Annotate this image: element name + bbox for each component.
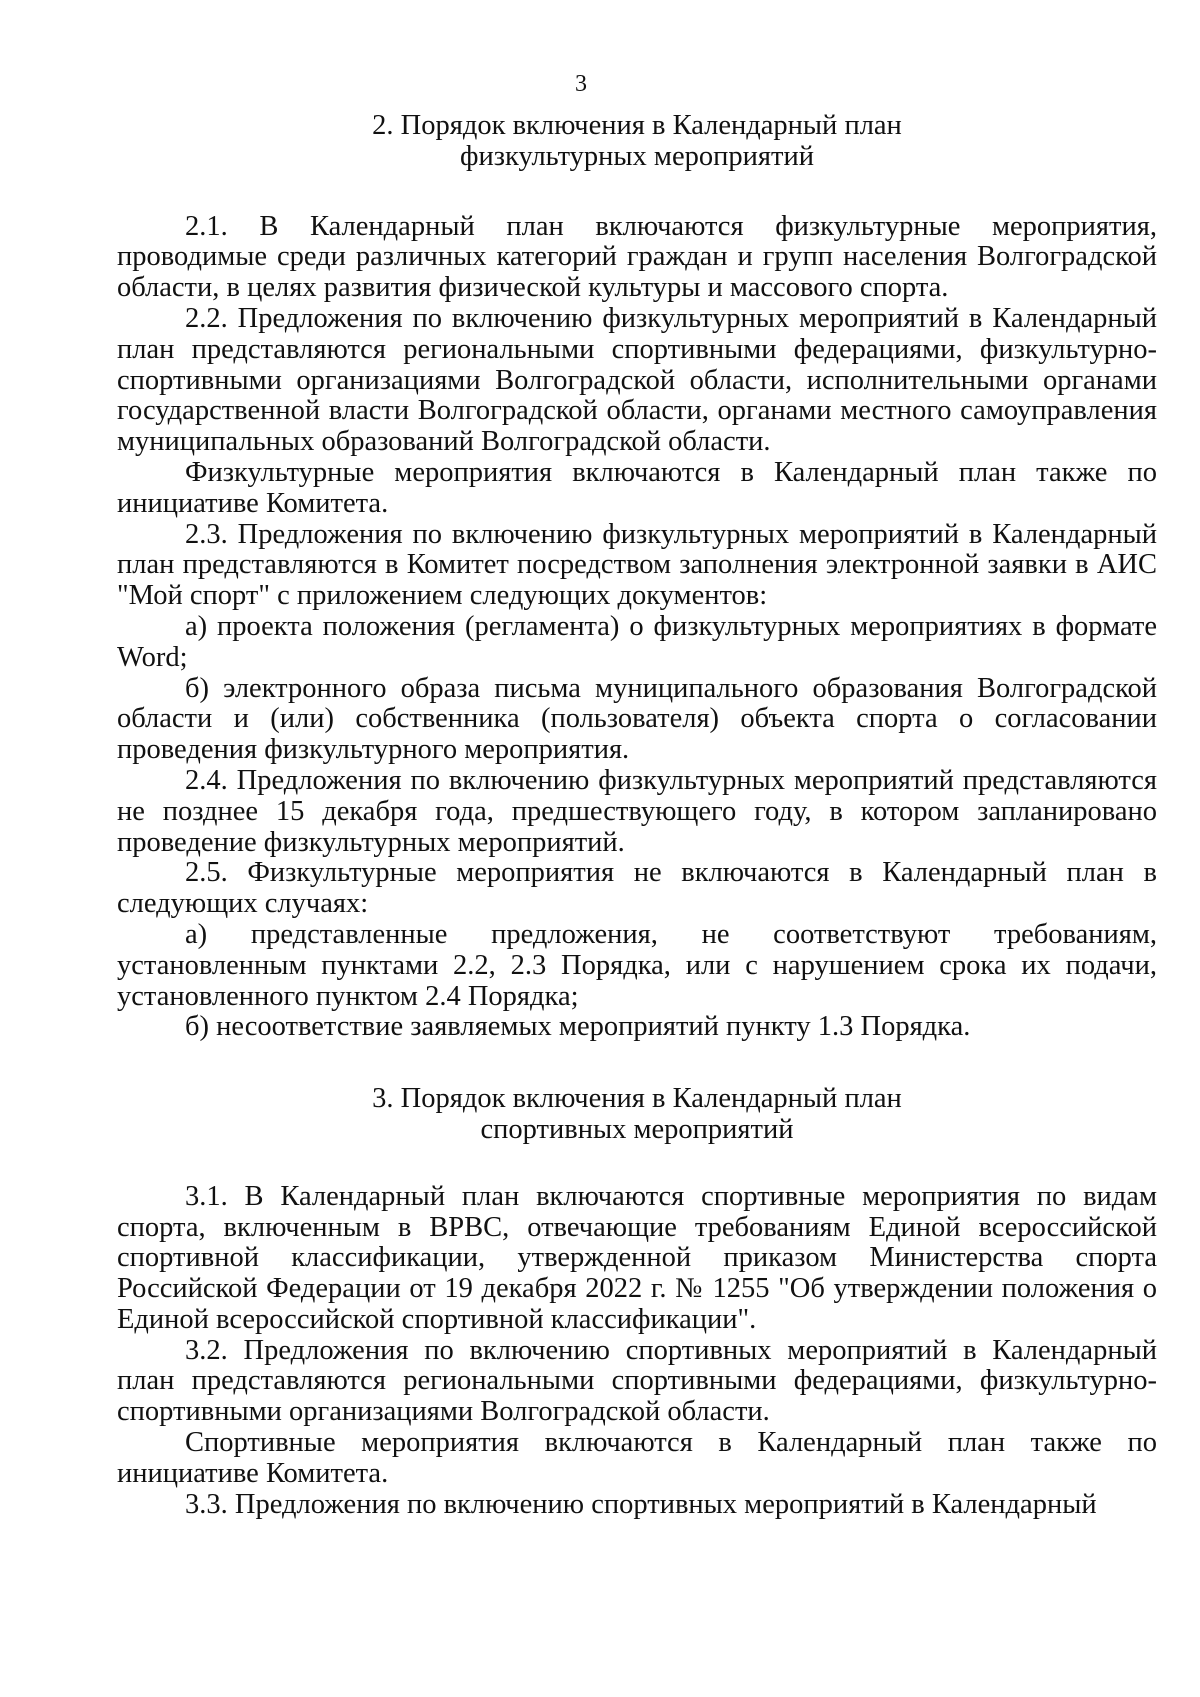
page-number: 3 [575,71,587,97]
section-2-heading-line-2: физкультурных мероприятий [460,140,814,172]
document-body [117,111,1157,1520]
paragraph-2-2: 2.2. Предложения по включению физкультурных мероприятий в Календарный план представляются региональными спортивными федерациями, физкультурно-спортивными организациями Волгоградской области, исполнительными органами государственной власти Волгоградской области, органами местного самоуправления муниципальных образований Волгоградской области. [117,302,1157,458]
section-3-heading-line-1: 3. Порядок включения в Календарный план [372,1083,902,1115]
paragraph-2-3-a: а) проекта положения (регламента) о физкультурных мероприятиях в формате Word; [117,610,1157,673]
paragraph-3-2: 3.2. Предложения по включению спортивных мероприятий в Календарный план представляются региональными спортивными федерациями, физкультурно-спортивными организациями Волгоградской области. [117,1334,1157,1428]
paragraph-2-2-initiative: Физкультурные мероприятия включаются в Календарный план также по инициативе Комитета. [117,456,1157,519]
paragraph-2-3-b: б) электронного образа письма муниципального образования Волгоградской области и (или) собственника (пользователя) объекта спорта о согласовании проведения физкультурного мероприятия. [117,672,1157,766]
paragraph-3-2-initiative: Спортивные мероприятия включаются в Календарный план также по инициативе Комитета. [117,1427,1157,1489]
section-2-heading-line-1: 2. Порядок включения в Календарный план [372,110,902,141]
section-3-heading [117,1084,1157,1146]
section-2-heading [117,111,1157,173]
paragraph-3-1: 3.1. В Календарный план включаются спортивные мероприятия по видам спорта, включенным в ВРВС, отвечающие требованиям Единой всероссийской спортивной классификации, утвержденной приказом Министерства спорта Российской Федерации от 19 декабря 2022 г. № 1255 "Об утверждении положения о Единой всероссийской спортивной классификации". [117,1180,1157,1335]
section-3-heading-line-2: спортивных мероприятий [480,1113,794,1145]
paragraph-2-3: 2.3. Предложения по включению физкультурных мероприятий в Календарный план представляются в Комитет посредством заполнения электронной заявки в АИС "Мой спорт" с приложением следующих документов: [117,518,1157,612]
paragraph-2-1: 2.1. В Календарный план включаются физкультурные мероприятия, проводимые среди различных категорий граждан и групп населения Волгоградской области, в целях развития физической культуры и массового спорта. [117,210,1157,304]
paragraph-2-5-b: б) несоответствие заявляемых мероприятий пункту 1.3 Порядка. [185,1011,971,1043]
paragraph-2-5: 2.5. Физкультурные мероприятия не включаются в Календарный план в следующих случаях: [117,857,1157,920]
paragraph-3-3: 3.3. Предложения по включению спортивных мероприятий в Календарный [185,1488,1097,1520]
paragraph-2-4: 2.4. Предложения по включению физкультурных мероприятий представляются не позднее 15 декабря года, предшествующего году, в котором запланировано проведение физкультурных мероприятий. [117,764,1157,858]
paragraph-2-5-a: а) представленные предложения, не соответствуют требованиям, установленным пунктами 2.2, 2.3 Порядка, или с нарушением срока их подачи, установленного пунктом 2.4 Порядка; [117,918,1157,1012]
